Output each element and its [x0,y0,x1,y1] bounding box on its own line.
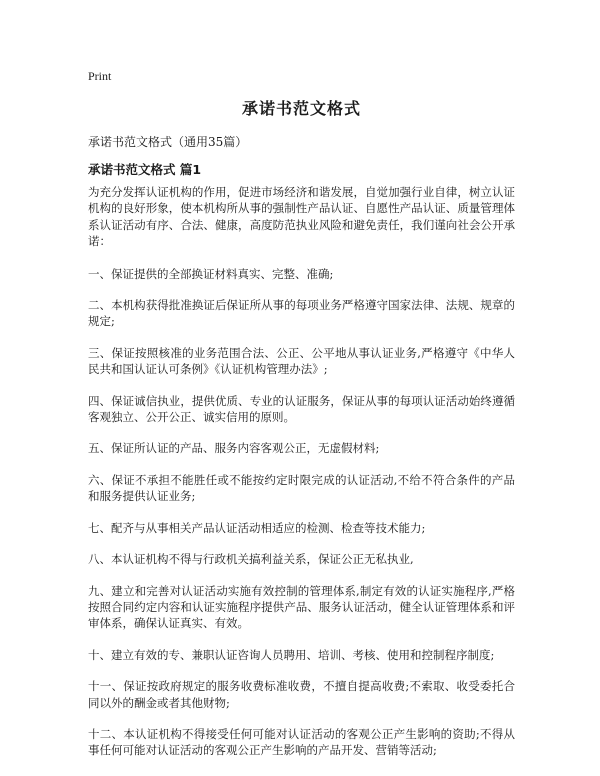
commitment-item-11: 十一、保证按政府规定的服务收费标准收费，不擅自提高收费;不索取、收受委托合同以外的酬金或者其他财物; [88,679,515,710]
commitment-item-7: 七、配齐与从事相关产品认证活动相适应的检测、检查等技术能力; [88,520,426,535]
intro-paragraph: 为充分发挥认证机构的作用，促进市场经济和谐发展，自觉加强行业自律，树立认证机构的良好形象，使本机构所从事的强制性产品认证、自愿性产品认证、质量管理体系认证活动有序、合法、健康，高度防范执业风险和避免责任，我们谨向社会公开承诺： [88,185,515,249]
commitment-item-9: 九、建立和完善对认证活动实施有效控制的管理体系,制定有效的认证实施程序,严格按照合同约定内容和认证实施程序提供产品、服务认证活动，健全认证管理体系和评审体系，确保认证真实、有效。 [88,583,515,631]
section-heading: 承诺书范文格式 篇1 [88,162,202,177]
document-subtitle: 承诺书范文格式（通用35篇） [88,135,248,149]
commitment-item-3: 三、保证按照核准的业务范围合法、公正、公平地从事认证业务,严格遵守《中华人民共和国认证认可条例》《认证机构管理办法》; [88,345,515,377]
commitment-item-10: 十、建立有效的专、兼职认证咨询人员聘用、培训、考核、使用和控制程序制度; [88,647,495,662]
document-title: 承诺书范文格式 [241,99,361,118]
print-link[interactable]: Print [88,69,112,83]
commitment-item-5: 五、保证所认证的产品、服务内容客观公正，无虚假材料; [88,441,380,456]
commitment-item-2: 二、本机构获得批准换证后保证所从事的每项业务严格遵守国家法律、法规、规章的规定; [88,298,515,329]
commitment-item-6: 六、保证不承担不能胜任或不能按约定时限完成的认证活动,不给不符合条件的产品和服务提供认证业务; [88,472,515,504]
commitment-item-1: 一、保证提供的全部换证材料真实、完整、准确; [88,266,334,281]
commitment-item-12: 十二、本认证机构不得接受任何可能对认证活动的客观公正产生影响的资助;不得从事任何可能对认证活动的客观公正产生影响的产品开发、营销等活动; [88,726,515,758]
commitment-item-4: 四、保证诚信执业，提供优质、专业的认证服务，保证从事的每项认证活动始终遵循客观独立、公开公正、诚实信用的原则。 [88,393,515,425]
commitment-item-8: 八、本认证机构不得与行政机关搞利益关系，保证公正无私执业, [88,552,414,567]
